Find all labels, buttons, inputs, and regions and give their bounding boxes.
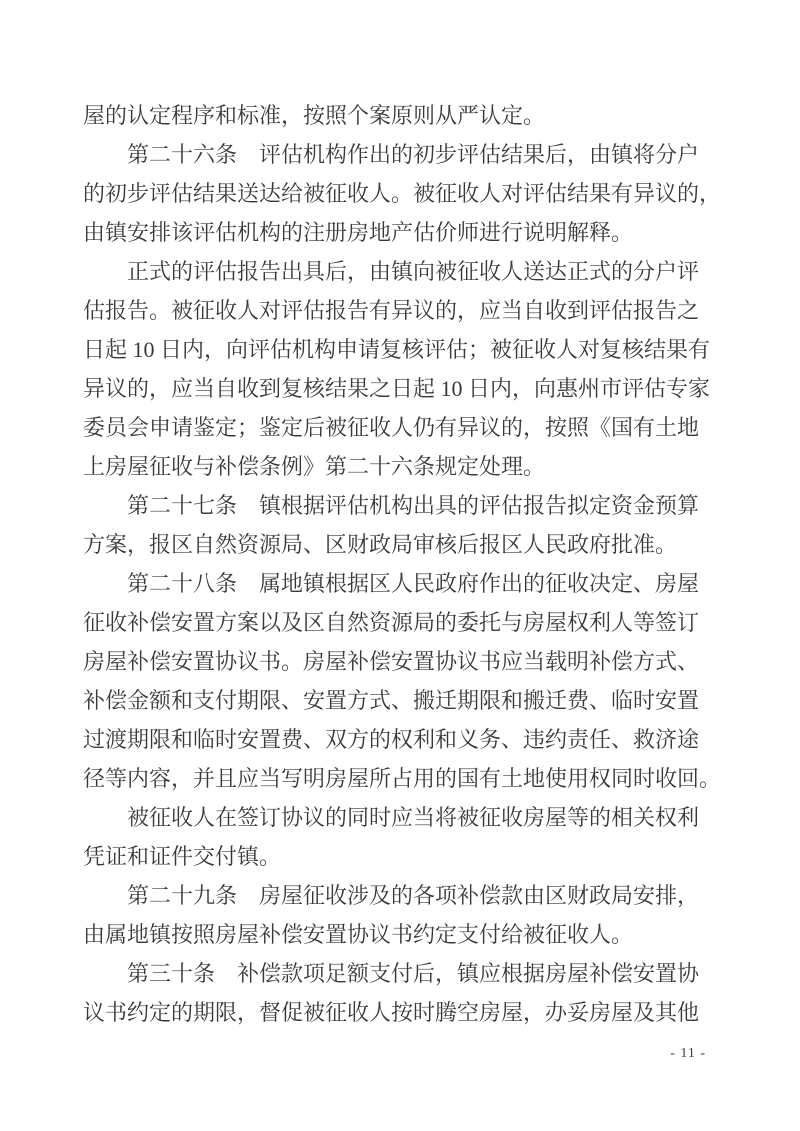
document-line-article-30: 第三十条 补偿款项足额支付后，镇应根据房屋补偿安置协 bbox=[127, 961, 700, 986]
document-body bbox=[83, 96, 731, 1032]
document-line: 凭证和证件交付镇。 bbox=[83, 844, 282, 869]
document-line: 方案，报区自然资源局、区财政局审核后报区人民政府批准。 bbox=[83, 532, 678, 557]
document-line: 由镇安排该评估机构的注册房地产估价师进行说明解释。 bbox=[83, 220, 634, 245]
document-line: 房屋补偿安置协议书。房屋补偿安置协议书应当载明补偿方式、 bbox=[83, 649, 700, 674]
document-line: 径等内容，并且应当写明房屋所占用的国有土地使用权同时收回。 bbox=[83, 766, 722, 791]
document-line: 被征收人在签订协议的同时应当将被征收房屋等的相关权利 bbox=[127, 805, 700, 830]
document-line-article-27: 第二十七条 镇根据评估机构出具的评估报告拟定资金预算 bbox=[127, 493, 700, 518]
document-line: 异议的，应当自收到复核结果之日起 10 日内，向惠州市评估专家 bbox=[83, 376, 711, 401]
document-line: 正式的评估报告出具后，由镇向被征收人送达正式的分户评 bbox=[127, 259, 700, 284]
document-line-article-28: 第二十八条 属地镇根据区人民政府作出的征收决定、房屋 bbox=[127, 571, 700, 596]
document-line: 日起 10 日内，向评估机构申请复核评估；被征收人对复核结果有 bbox=[83, 337, 711, 362]
page-number: - 11 - bbox=[670, 1046, 706, 1061]
document-line: 议书约定的期限，督促被征收人按时腾空房屋，办妥房屋及其他 bbox=[83, 1000, 700, 1025]
document-line: 补偿金额和支付期限、安置方式、搬迁期限和搬迁费、临时安置 bbox=[83, 688, 700, 713]
document-line: 屋的认定程序和标准，按照个案原则从严认定。 bbox=[83, 103, 546, 128]
document-line-article-26: 第二十六条 评估机构作出的初步评估结果后，由镇将分户 bbox=[127, 142, 700, 167]
document-line: 征收补偿安置方案以及区自然资源局的委托与房屋权利人等签订 bbox=[83, 610, 700, 635]
document-line: 过渡期限和临时安置费、双方的权利和义务、违约责任、救济途 bbox=[83, 727, 700, 752]
document-line: 估报告。被征收人对评估报告有异议的，应当自收到评估报告之 bbox=[83, 298, 700, 323]
document-line-article-29: 第二十九条 房屋征收涉及的各项补偿款由区财政局安排， bbox=[127, 883, 700, 908]
document-line: 上房屋征收与补偿条例》第二十六条规定处理。 bbox=[83, 454, 546, 479]
document-line: 委员会申请鉴定；鉴定后被征收人仍有异议的，按照《国有土地 bbox=[83, 415, 700, 440]
document-line: 由属地镇按照房屋补偿安置协议书约定支付给被征收人。 bbox=[83, 922, 634, 947]
document-line: 的初步评估结果送达给被征收人。被征收人对评估结果有异议的， bbox=[83, 181, 722, 206]
